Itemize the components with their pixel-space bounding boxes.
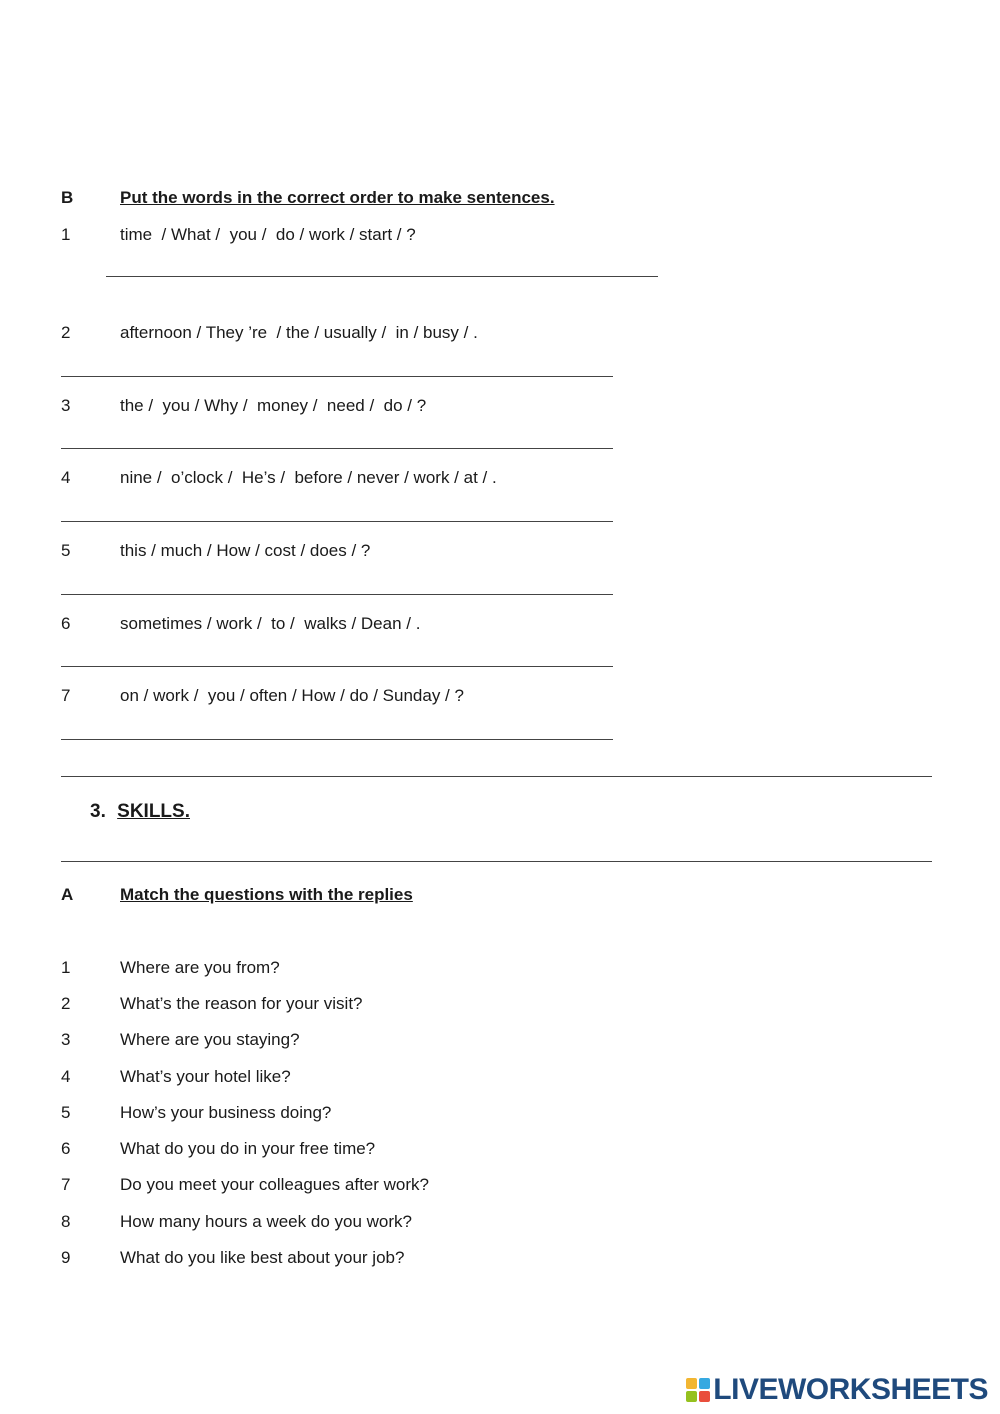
- question-text: How’s your business doing?: [120, 1103, 332, 1122]
- answer-line[interactable]: [61, 739, 613, 740]
- question-number: 4: [61, 1067, 71, 1086]
- question-number: 7: [61, 1175, 71, 1194]
- section-a-letter: A: [61, 885, 74, 904]
- question-number: 9: [61, 1248, 71, 1267]
- question-text: What’s the reason for your visit?: [120, 994, 363, 1013]
- item-number: 7: [61, 686, 71, 705]
- question-text: Do you meet your colleagues after work?: [120, 1175, 429, 1194]
- item-number: 5: [61, 541, 71, 560]
- answer-line[interactable]: [61, 448, 613, 449]
- answer-line[interactable]: [61, 521, 613, 522]
- section-divider: [61, 861, 932, 862]
- answer-line[interactable]: [61, 666, 613, 667]
- question-text: Where are you from?: [120, 958, 280, 977]
- scrambled-sentence: on / work / you / often / How / do / Sunday / ?: [120, 686, 464, 705]
- item-number: 2: [61, 323, 71, 342]
- question-text: What do you like best about your job?: [120, 1248, 405, 1267]
- section-divider: [61, 776, 932, 777]
- section-b-letter: B: [61, 188, 74, 207]
- scrambled-sentence: time / What / you / do / work / start / ?: [120, 225, 416, 244]
- item-number: 3: [61, 396, 71, 415]
- answer-line[interactable]: [61, 376, 613, 377]
- question-number: 3: [61, 1030, 71, 1049]
- scrambled-sentence: afternoon / They ’re / the / usually / in / busy / .: [120, 323, 478, 342]
- question-text: How many hours a week do you work?: [120, 1212, 412, 1231]
- logo-square: [686, 1378, 697, 1389]
- scrambled-sentence: this / much / How / cost / does / ?: [120, 541, 371, 560]
- item-number: 1: [61, 225, 71, 244]
- section-a-title: Match the questions with the replies: [120, 885, 413, 904]
- answer-line[interactable]: [61, 594, 613, 595]
- question-text: What do you do in your free time?: [120, 1139, 376, 1158]
- question-number: 6: [61, 1139, 71, 1158]
- section-b-title: Put the words in the correct order to make sentences.: [120, 188, 555, 207]
- question-text: Where are you staying?: [120, 1030, 300, 1049]
- item-number: 6: [61, 614, 71, 633]
- question-number: 1: [61, 958, 71, 977]
- question-text: What’s your hotel like?: [120, 1067, 291, 1086]
- scrambled-sentence: sometimes / work / to / walks / Dean / .: [120, 614, 421, 633]
- logo-square: [699, 1391, 710, 1402]
- scrambled-sentence: the / you / Why / money / need / do / ?: [120, 396, 427, 415]
- logo-grid-icon: [686, 1378, 710, 1402]
- liveworksheets-logo[interactable]: [686, 1373, 988, 1407]
- scrambled-sentence: nine / o’clock / He’s / before / never / work / at / .: [120, 468, 497, 487]
- question-number: 5: [61, 1103, 71, 1122]
- question-number: 2: [61, 994, 71, 1013]
- logo-text: LIVEWORKSHEETS: [713, 1373, 988, 1406]
- logo-square: [699, 1378, 710, 1389]
- item-number: 4: [61, 468, 71, 487]
- logo-square: [686, 1391, 697, 1402]
- skills-heading: [90, 801, 190, 823]
- skills-title: SKILLS.: [117, 801, 190, 822]
- question-number: 8: [61, 1212, 71, 1231]
- skills-number: 3.: [90, 801, 106, 822]
- answer-line[interactable]: [106, 276, 658, 277]
